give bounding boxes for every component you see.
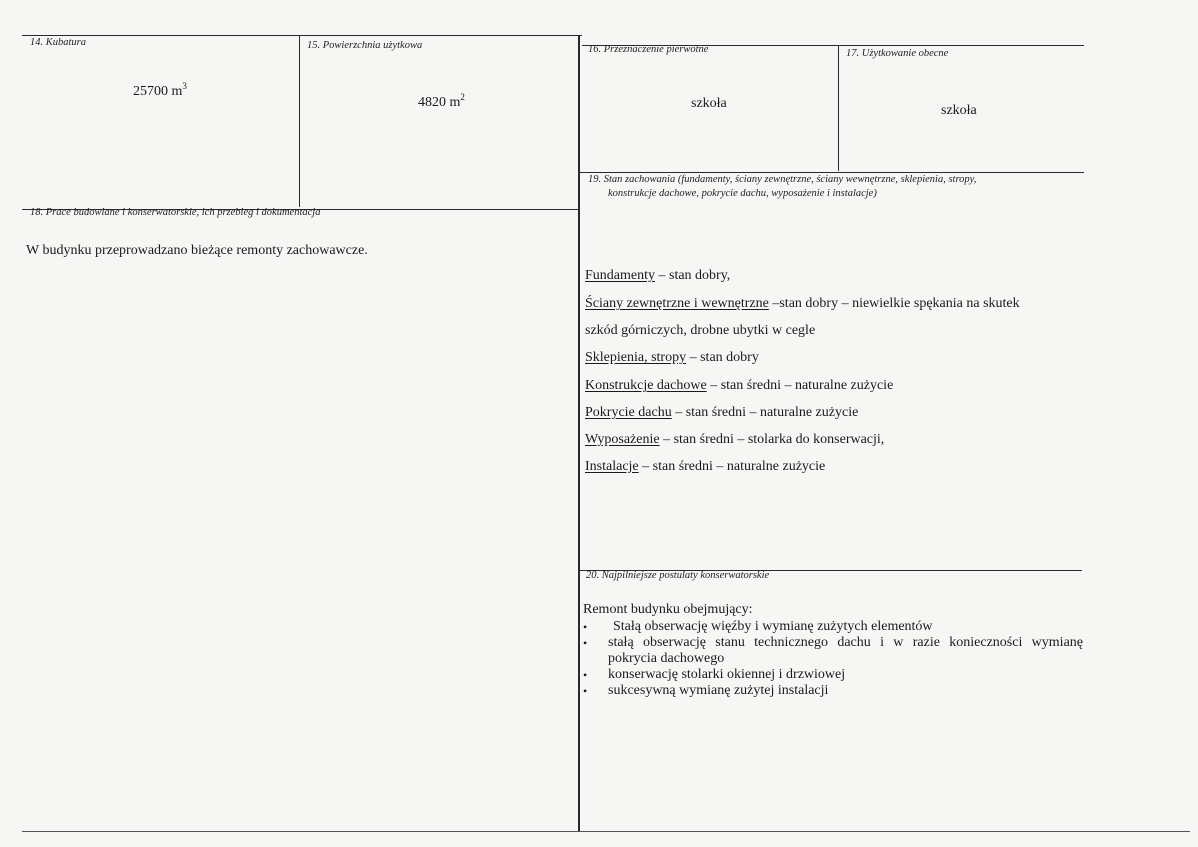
bottom-rule	[22, 831, 1190, 832]
przeznaczenie-value: szkoła	[691, 96, 727, 111]
center-divider	[578, 35, 580, 832]
kubatura-value: 25700 $m^3$	[133, 81, 187, 99]
postulaty-item: • sukcesywną wymianę zużytej instalacji	[583, 683, 829, 698]
prace-text: W budynku przeprowadzano bieżące remonty zachowawcze.	[26, 243, 368, 258]
postulaty-label: 20. Najpilniejsze postulaty konserwatorskie	[586, 570, 770, 581]
powierzchnia-value: 4820 $m^2$	[418, 92, 465, 110]
bullet-icon: •	[583, 636, 588, 650]
stan-item-pokrycie: Pokrycie dachu – stan średni – naturalne zużycie	[585, 405, 859, 420]
przeznaczenie-label: 16. Przeznaczenie pierwotne	[588, 44, 709, 55]
rule-section-19	[580, 172, 1084, 173]
stan-item-sciany: Ściany zewnętrzne i wewnętrzne –stan dobry – niewielkie spękania na skutek	[585, 296, 1020, 311]
postulaty-item: • Stałą obserwację więźby i wymianę zużytych elementów	[583, 619, 933, 634]
bullet-icon: •	[583, 684, 588, 698]
stan-label-line2: konstrukcje dachowe, pokrycie dachu, wyposażenie i instalacje)	[608, 188, 877, 199]
top-rule-left	[22, 35, 582, 36]
uzytkowanie-label: 17. Użytkowanie obecne	[846, 48, 949, 59]
uzytkowanie-value: szkoła	[941, 103, 977, 118]
prace-label: 18. Prace budowlane i konserwatorskie, ich przebieg i dokumentacja	[30, 207, 321, 218]
kubatura-label: 14. Kubatura	[30, 37, 87, 48]
divider-16-17	[838, 45, 839, 171]
bullet-icon: •	[583, 620, 588, 634]
stan-item-konstrukcje: Konstrukcje dachowe – stan średni – naturalne zużycie	[585, 378, 894, 393]
stan-item-fundamenty: Fundamenty – stan dobry,	[585, 268, 731, 283]
stan-item-sklepienia: Sklepienia, stropy – stan dobry	[585, 350, 759, 365]
divider-14-15	[299, 35, 300, 207]
powierzchnia-label: 15. Powierzchnia użytkowa	[307, 40, 423, 51]
stan-item-wyposazenie: Wyposażenie – stan średni – stolarka do konserwacji,	[585, 432, 885, 447]
postulaty-item: • stałą obserwację stanu technicznego dachu i w razie konieczności wymianę pokrycia dachowego	[583, 635, 1083, 666]
postulaty-intro: Remont budynku obejmujący:	[583, 602, 753, 617]
stan-item-instalacje: Instalacje – stan średni – naturalne zużycie	[585, 459, 826, 474]
stan-item-sciany-cont: szkód górniczych, drobne ubytki w cegle	[585, 323, 816, 338]
stan-label-line1: 19. Stan zachowania (fundamenty, ściany zewnętrzne, ściany wewnętrzne, sklepienia, stropy,	[588, 174, 977, 185]
bullet-icon: •	[583, 668, 588, 682]
postulaty-list	[583, 602, 1083, 699]
postulaty-item: • konserwację stolarki okiennej i drzwiowej	[583, 667, 846, 682]
